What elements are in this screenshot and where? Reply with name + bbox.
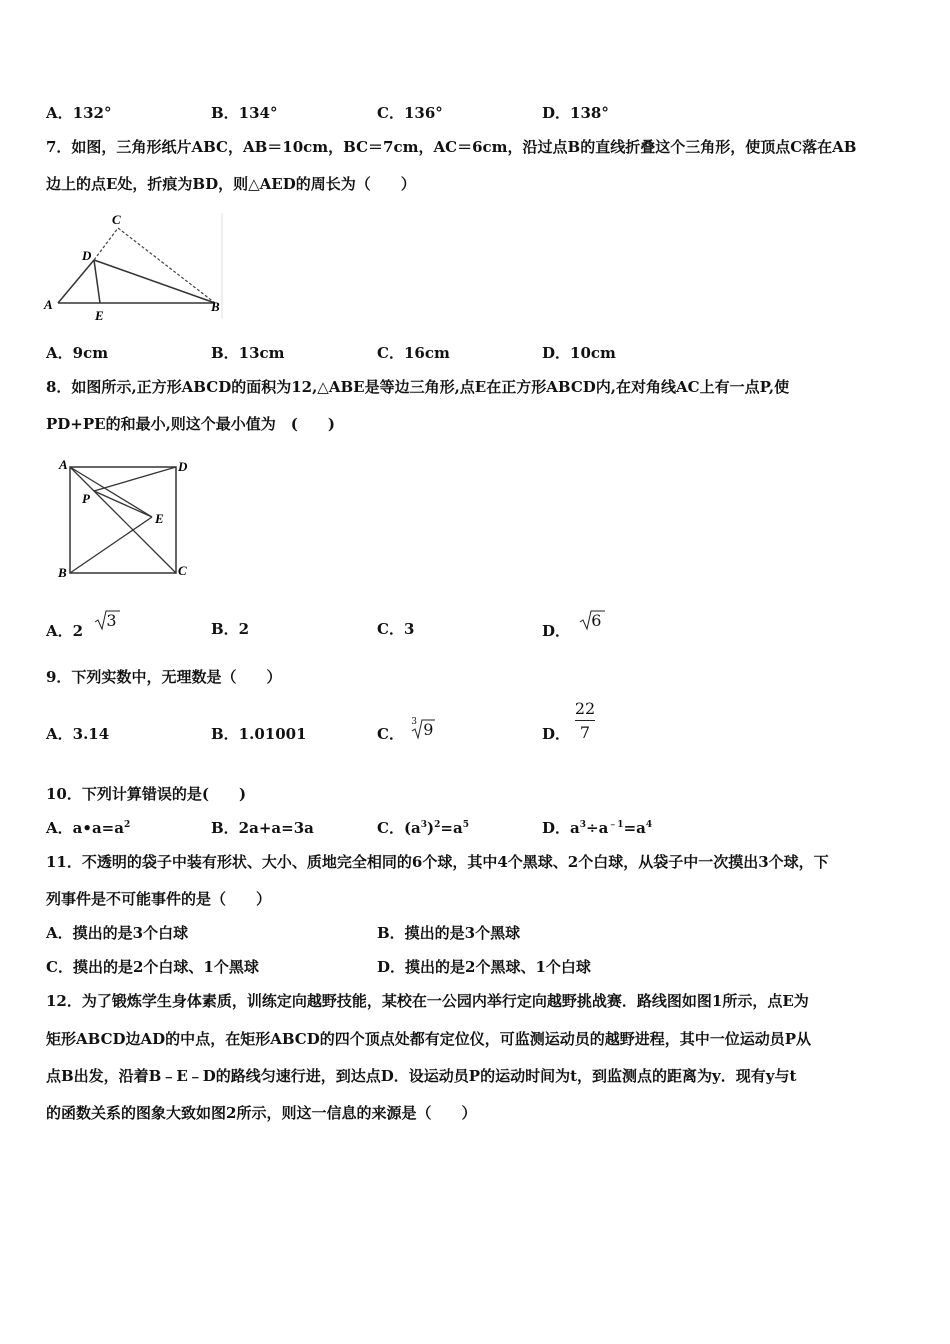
q6-option-c: C．136°	[377, 104, 443, 122]
q10-option-c-sup3: 5	[462, 820, 469, 830]
q9-option-b: B．1.01001	[211, 725, 307, 743]
q8-option-a-radical	[94, 609, 120, 631]
q9-option-c-prefix: C．	[377, 725, 404, 743]
q8-option-a-radicand: 3	[106, 611, 117, 630]
q8-label-a: A	[59, 457, 68, 472]
q10-stem: 10．下列计算错误的是( )	[46, 785, 247, 803]
q10-option-c-text1: C．(a	[377, 819, 421, 837]
q8-option-b: B．2	[211, 620, 250, 638]
q8-option-d	[542, 611, 605, 641]
q12-stem-line3: 点B出发，沿着B﹣E﹣D的路线匀速行进，到达点D．设运动员P的运动时间为t，到监测点的距离为y．现有y与t	[46, 1067, 797, 1085]
q7-option-a: A．9cm	[46, 344, 109, 362]
q9-option-c-cuberoot	[411, 719, 435, 739]
q6-option-a: A．132°	[46, 104, 112, 122]
q7-option-c: C．16cm	[377, 344, 450, 362]
q10-option-c-sup2: 2	[434, 820, 441, 830]
q9-option-c	[377, 717, 435, 744]
q11-option-b: B．摸出的是3个黑球	[377, 924, 521, 942]
q11-option-a: A．摸出的是3个白球	[46, 924, 189, 942]
q10-option-d-text2: ÷a	[586, 819, 609, 837]
q10-option-d	[542, 817, 652, 838]
q10-option-d-sup1: 3	[579, 820, 586, 830]
q9-option-c-index: 3	[411, 717, 417, 727]
q11-stem-line1: 11．不透明的袋子中装有形状、大小、质地完全相同的6个球，其中4个黑球、2个白球，从袋子中一次摸出3个球，下	[46, 853, 829, 871]
q10-option-c-text3: =a	[440, 819, 463, 837]
q8-label-b: B	[58, 565, 67, 580]
q10-option-d-sup2: ﹣1	[608, 820, 624, 830]
q11-option-d: D．摸出的是2个黑球、1个白球	[377, 958, 591, 976]
q10-option-d-sup3: 4	[645, 820, 653, 830]
q8-option-d-radicand: 6	[591, 611, 602, 630]
fraction-bar	[575, 720, 595, 721]
q7-option-b: B．13cm	[211, 344, 285, 362]
q10-option-a-text: A．a•a=a	[46, 819, 124, 837]
q7-triangle-figure	[40, 208, 230, 326]
q8-option-a-prefix: A．2	[46, 622, 84, 640]
q10-option-d-text3: =a	[623, 819, 646, 837]
q7-label-b: B	[211, 299, 220, 314]
q8-option-c: C．3	[377, 620, 415, 638]
q8-option-d-prefix: D．	[542, 622, 571, 640]
q10-option-c	[377, 817, 469, 838]
q11-option-c: C．摸出的是2个白球、1个黑球	[46, 958, 259, 976]
q9-option-d-fraction	[572, 699, 598, 742]
q7-label-c: C	[112, 212, 121, 227]
q10-option-a-sup: 2	[123, 820, 131, 830]
q7-option-d: D．10cm	[542, 344, 616, 362]
q8-square-figure	[52, 455, 202, 585]
q8-label-d: D	[178, 459, 188, 474]
q8-label-e: E	[155, 511, 164, 526]
q7-label-d: D	[82, 248, 92, 263]
q10-option-a	[46, 817, 130, 838]
q9-option-d-numerator: 22	[574, 699, 596, 718]
q7-stem-line1: 7．如图，三角形纸片ABC，AB＝10cm，BC＝7cm，AC＝6cm，沿过点B的直线折叠这个三角形，使顶点C落在AB	[46, 138, 857, 156]
q12-stem-line1: 12．为了锻炼学生身体素质，训练定向越野技能，某校在一公园内举行定向越野挑战赛．路线图如图1所示，点E为	[46, 992, 809, 1010]
q8-label-c: C	[178, 563, 187, 578]
q8-label-p: P	[82, 491, 90, 506]
q9-option-c-radicand: 9	[423, 720, 434, 739]
q7-label-e: E	[95, 308, 104, 323]
q6-option-b: B．134°	[211, 104, 278, 122]
q6-option-d: D．138°	[542, 104, 609, 122]
q10-option-b: B．2a+a=3a	[211, 819, 314, 837]
q7-label-a: A	[44, 297, 53, 312]
q8-stem-line2: PD+PE的和最小,则这个最小值为 ( )	[46, 415, 335, 433]
q12-stem-line2: 矩形ABCD边AD的中点，在矩形ABCD的四个顶点处都有定位仪，可监测运动员的越野进程，其中一位运动员P从	[46, 1030, 812, 1048]
q10-option-c-text2: )	[427, 819, 435, 837]
q8-option-a	[46, 611, 120, 641]
q9-stem: 9．下列实数中，无理数是（ ）	[46, 668, 282, 686]
q8-option-d-radical	[579, 609, 605, 631]
q9-option-d-prefix: D．	[542, 725, 571, 743]
q11-stem-line2: 列事件是不可能事件的是（ ）	[46, 890, 272, 908]
q12-stem-line4: 的函数关系的图象大致如图2所示，则这一信息的来源是（ ）	[46, 1104, 477, 1122]
q7-stem-line2: 边上的点E处，折痕为BD，则△AED的周长为（ ）	[46, 175, 416, 193]
q9-option-a: A．3.14	[46, 725, 110, 743]
q10-option-d-text1: D．a	[542, 819, 580, 837]
q10-option-c-sup1: 3	[420, 820, 428, 830]
q8-stem-line1: 8．如图所示,正方形ABCD的面积为12,△ABE是等边三角形,点E在正方形ABCD内,在对角线AC上有一点P,使	[46, 378, 790, 396]
q9-option-d-denominator: 7	[579, 723, 591, 742]
